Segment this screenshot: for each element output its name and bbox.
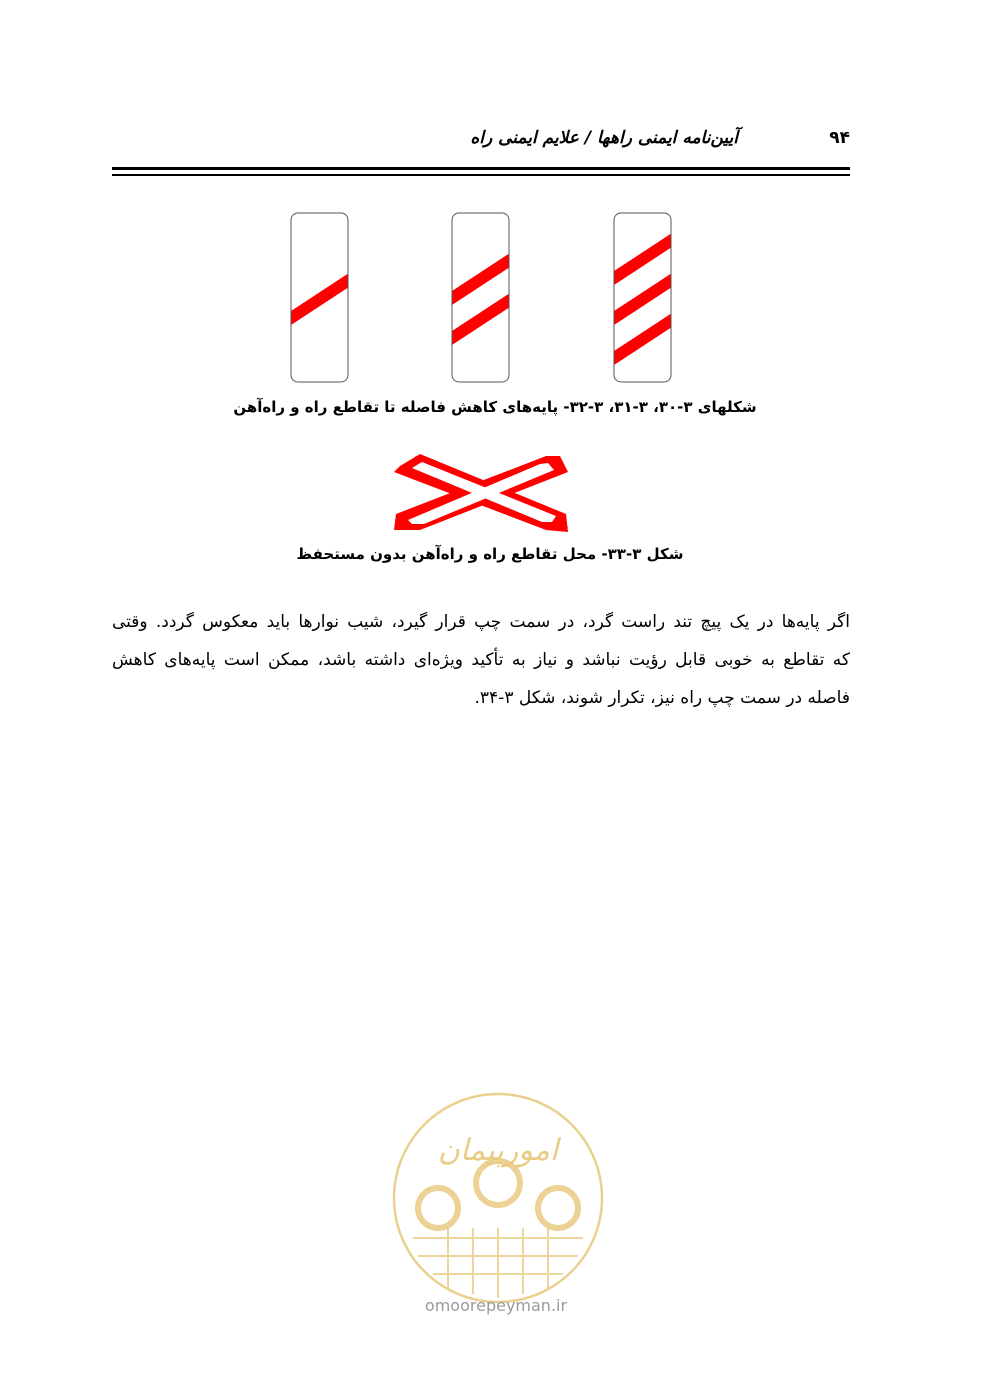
paragraph-line-1: اگر پایه‌ها در یک پیچ تند راست گرد، در سمت چپ قرار گیرد، شیب نوارها باید معکوس گردد. وقتی: [112, 612, 850, 632]
page-header: [112, 128, 850, 160]
watermark-logo: [388, 1088, 608, 1308]
header-title: آیین‌نامه ایمنی راهها / علایم ایمنی راه: [470, 128, 738, 148]
watermark-url: omoorepeyman.ir: [424, 1296, 568, 1315]
distance-post-3-stripes: [608, 213, 678, 382]
distance-post-2-stripes: [446, 213, 516, 382]
figure2-caption: شکل ۳-۳۳- محل تقاطع راه و راه‌آهن بدون مستحفظ: [296, 545, 684, 563]
header-rule-thick: [112, 167, 850, 170]
distance-posts-figure: [280, 205, 680, 390]
paragraph-line-3: فاصله در سمت چپ راه نیز، تکرار شوند، شکل ۳-۳۴.: [474, 688, 850, 708]
paragraph-line-2: که تقاطع به خوبی قابل رؤیت نباشد و نیاز به تأکید ویژه‌ای داشته باشد، ممکن است پایه‌های کاهش: [112, 650, 850, 670]
header-rule-thin: [112, 174, 850, 176]
body-paragraph: [112, 603, 850, 717]
distance-post-1-stripe: [285, 213, 355, 382]
railroad-crossbuck-sign: [390, 448, 575, 536]
page-number: ۹۴: [829, 128, 850, 148]
watermark-logo-text: امورپیمان: [437, 1133, 559, 1168]
figure1-caption: شکلهای ۳-۳۰، ۳-۳۱، ۳-۳۲- پایه‌های کاهش فاصله تا تقاطع راه و راه‌آهن: [233, 398, 757, 416]
